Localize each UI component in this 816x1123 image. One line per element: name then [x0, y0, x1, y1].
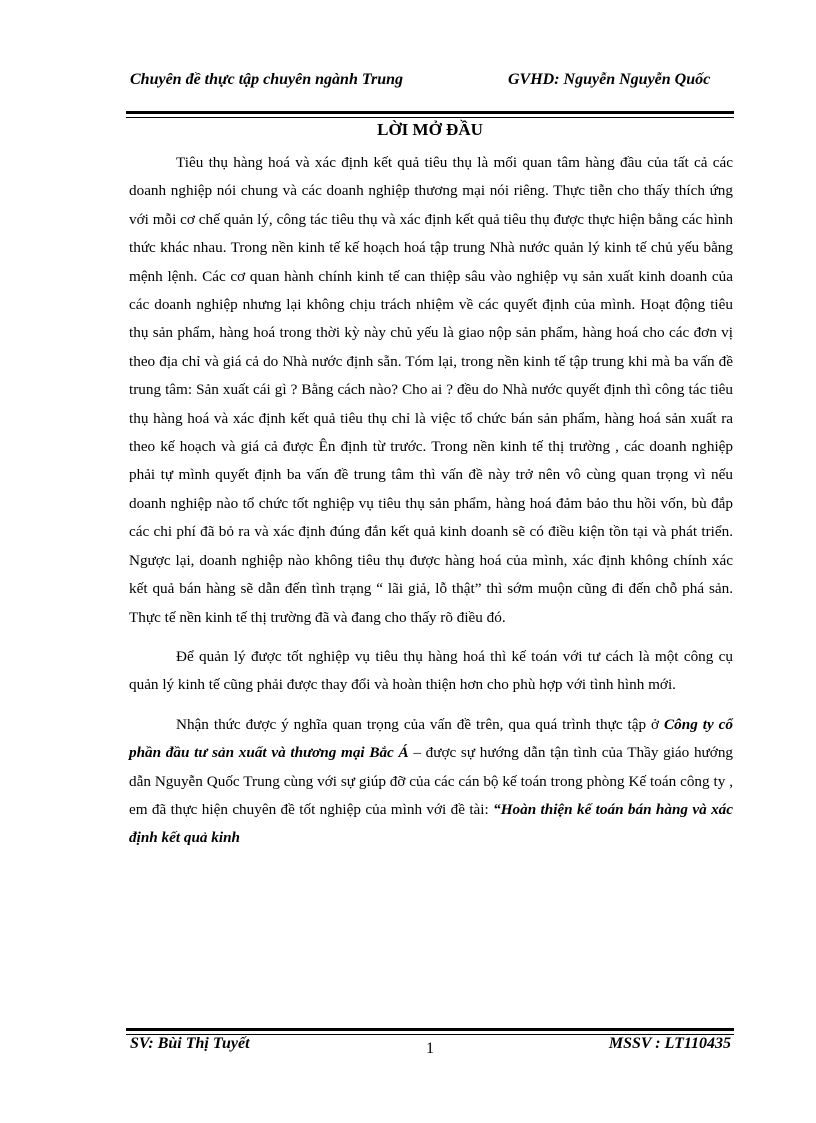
footer-rule — [126, 1028, 734, 1035]
paragraph-3 — [129, 711, 733, 853]
paragraph-3-intro: Nhận thức được ý nghĩa quan trọng của vấn đề trên, qua quá trình thực tập ở — [176, 715, 665, 733]
paragraph-2: Để quản lý được tốt nghiệp vụ tiêu thụ hàng hoá thì kế toán với tư cách là một công cụ quản lý kinh tế cũng phải được thay đổi và hoàn thiện hơn cho phù hợp với tình hình mới. — [129, 647, 733, 694]
footer-student-id: MSSV : LT110435 — [608, 1035, 731, 1052]
header-advisor: GVHD: Nguyễn Nguyễn Quốc — [508, 71, 711, 88]
document-body — [129, 149, 733, 853]
company-name: Công ty cổ phần đầu tư sản xuất và thương mại Bắc Á — [129, 715, 733, 762]
page-title: LỜI MỞ ĐẦU — [377, 120, 483, 139]
header-course-title: Chuyên đề thực tập chuyên ngành Trung — [130, 71, 404, 88]
paragraph-1: Tiêu thụ hàng hoá và xác định kết quả tiêu thụ là mối quan tâm hàng đầu của tất cả các doanh nghiệp nói chung và các doanh nghiệp thương mại nói riêng. Thực tiễn cho thấy thích ứng với mỗi cơ chế quản lý, công tác tiêu thụ và xác định kết quả tiêu thụ được thực hiện bằng các hình thức khác nhau. Trong nền kinh tế kế hoạch hoá tập trung Nhà nước quản lý kinh tế chủ yếu bằng mệnh lệnh. Các cơ quan hành chính kinh tế can thiệp sâu vào nghiệp vụ sản xuất kinh doanh của các doanh nghiệp nhưng lại không chịu trách nhiệm về các quyết định của mình. Hoạt động tiêu thụ sản phẩm, hàng hoá trong thời kỳ này chủ yếu là giao nộp sản phẩm, hàng hoá cho các đơn vị theo địa chỉ và giá cả do Nhà nước định sẵn. Tóm lại, trong nền kinh tế tập trung khi mà ba vấn đề trung tâm: Sản xuất cái gì ? Bằng cách nào? Cho ai ? đều do Nhà nước quyết định thì công tác tiêu thụ hàng hoá và xác định kết quả tiêu thụ chỉ là việc tổ chức bán sản phẩm, hàng hoá sản xuất ra theo kế hoạch và giá cả được Ên định từ trước. Trong nền kinh tế thị trường , các doanh nghiệp phải tự mình quyết định ba vấn đề trung tâm thì vấn đề này trở nên vô cùng quan trọng vì nếu doanh nghiệp nào tổ chức tốt nghiệp vụ tiêu thụ sản phẩm, hàng hoá đảm bảo thu hồi vốn, bù đắp các chi phí đã bỏ ra và xác định đúng đắn kết quả kinh doanh sẽ có điều kiện tồn tại và phát triển. Ngược lại, doanh nghiệp nào không tiêu thụ được hàng hoá của mình, xác định không chính xác kết quả bán hàng sẽ dẫn đến tình trạng “ lãi giả, lỗ thật” thì sớm muộn cũng đi đến chỗ phá sản. Thực tế nền kinh tế thị trường đã và đang cho thấy rõ điều đó. — [129, 154, 733, 626]
footer-student-name: SV: Bùi Thị Tuyết — [130, 1035, 250, 1052]
page-number: 1 — [426, 1040, 434, 1057]
header-rule — [126, 111, 734, 118]
paragraph-3-middle: – được sự hướng dẫn tận tình của Thầy giáo hướng dẫn Nguyễn Quốc Trung cùng với sự giúp đỡ của các cán bộ kế toán trong phòng Kế toán công ty , em đã thực hiện chuyên đề tốt nghiệp của mình với đề tài: — [129, 744, 734, 818]
thesis-topic: “Hoàn thiện kế toán bán hàng và xác định kết quả kinh — [129, 800, 733, 847]
